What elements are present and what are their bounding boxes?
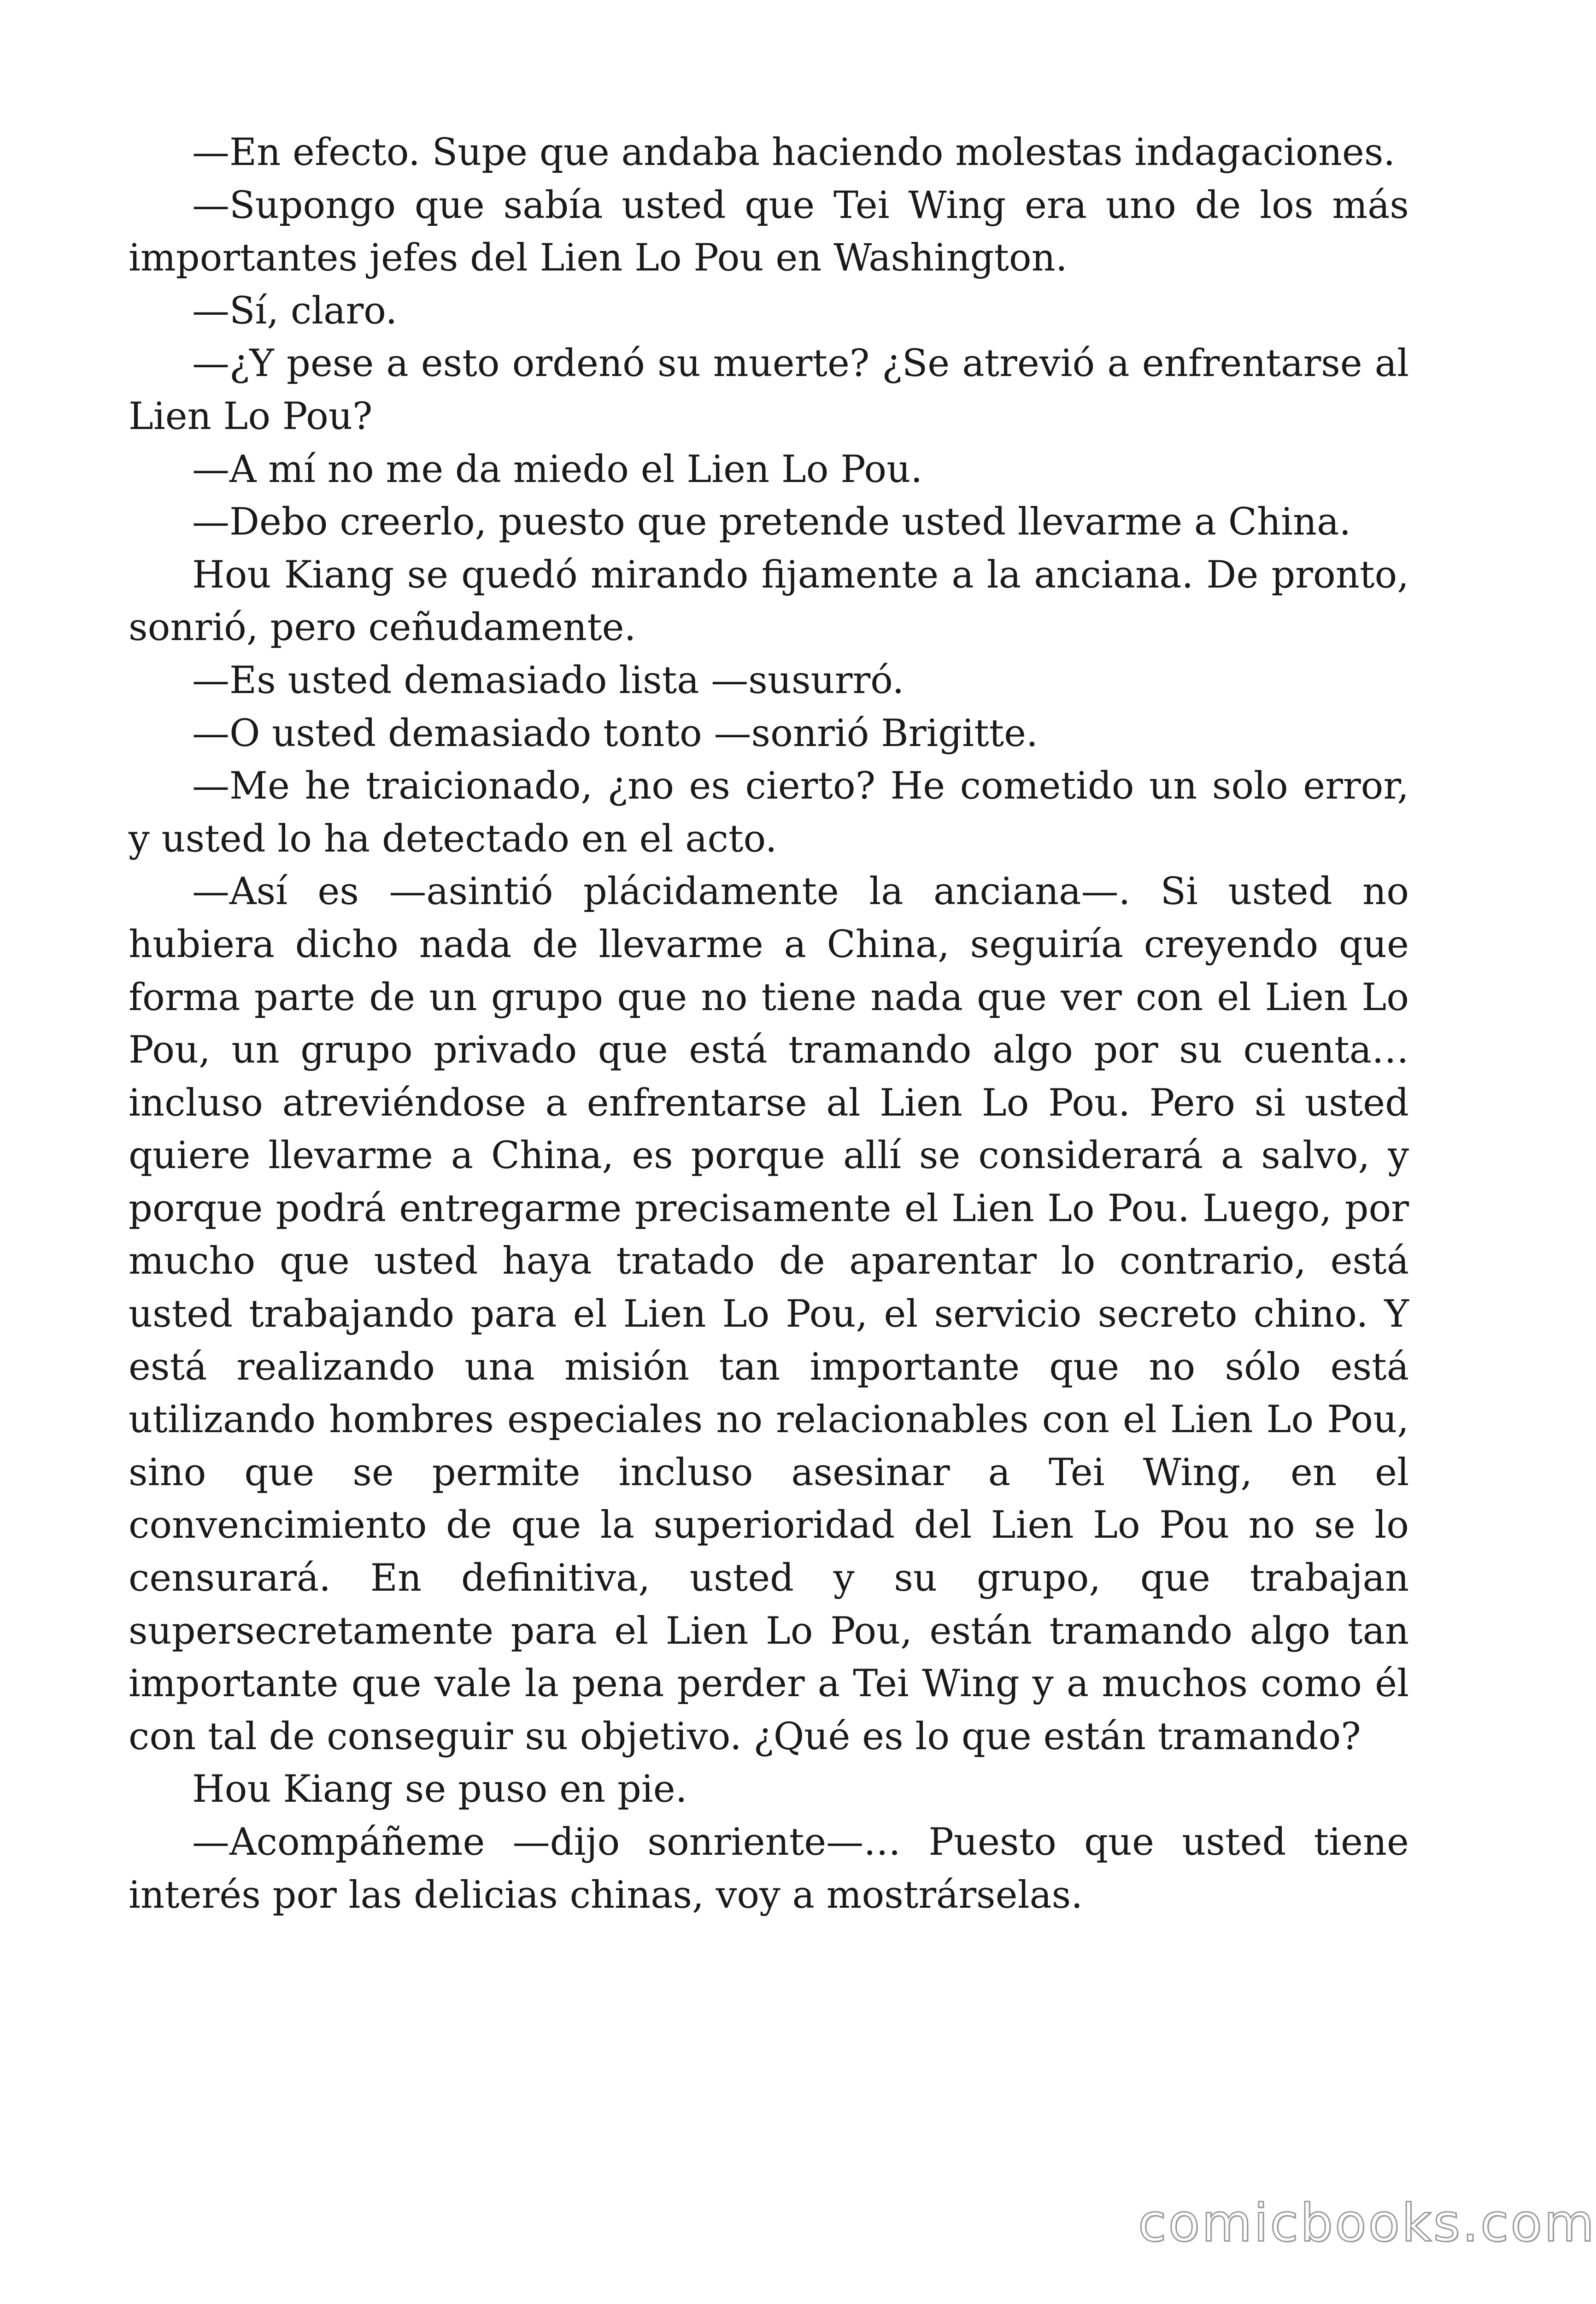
paragraph-4: —¿Y pese a esto ordenó su muerte? ¿Se atrevió a enfrentarse al Lien Lo Pou? [129,342,1409,438]
paragraph-13: —Acompáñeme —dijo sonriente—… Puesto que usted tiene interés por las delicias chinas, voy a mostrárselas. [129,1821,1409,1917]
paragraph-8: —Es usted demasiado lista —susurró. [192,658,904,702]
paragraph-11: —Así es —asintió plácidamente la anciana—. Si usted no hubiera dicho nada de llevarme a China, seguiría creyendo que forma parte de un grupo que no tiene nada que ver con el Lien Lo Pou, un grupo privado que está tramando algo por su cuenta… incluso atreviéndose a enfrentarse al Lien Lo Pou. Pero si usted quiere llevarme a China, es porque allí se considerará a salvo, y porque podrá entregarme precisamente el Lien Lo Pou. Luego, por mucho que usted haya tratado de aparentar lo contrario, está usted trabajando para el Lien Lo Pou, el servicio secreto chino. Y está realizando una misión tan importante que no sólo está utilizando hombres especiales no relacionables con el Lien Lo Pou, sino que se permite incluso asesinar a Tei Wing, en el convencimiento de que la superioridad del Lien Lo Pou no se lo censurará. En definitiva, usted y su grupo, que trabajan supersecretamente para el Lien Lo Pou, están tramando algo tan importante que vale la pena perder a Tei Wing y a muchos como él con tal de conseguir su objetivo. ¿Qué es lo que están tramando? [129,870,1409,1758]
book-page-text [129,126,1409,1922]
paragraph-5: —A mí no me da miedo el Lien Lo Pou. [192,447,923,491]
paragraph-9: —O usted demasiado tonto —sonrió Brigitte. [192,711,1038,755]
paragraph-3: —Sí, claro. [192,289,398,333]
paragraph-12: Hou Kiang se puso en pie. [192,1768,687,1811]
paragraph-6: —Debo creerlo, puesto que pretende usted llevarme a China. [192,500,1351,544]
watermark: comicbooks.com [1138,2193,1596,2253]
paragraph-10: —Me he traicionado, ¿no es cierto? He cometido un solo error, y usted lo ha detectado en el acto. [129,764,1409,861]
paragraph-2: —Supongo que sabía usted que Tei Wing era uno de los más importantes jefes del Lien Lo Pou en Washington. [129,183,1409,280]
paragraph-7: Hou Kiang se quedó mirando fijamente a la anciana. De pronto, sonrió, pero ceñudamente. [129,553,1409,650]
paragraph-1: —En efecto. Supe que andaba haciendo molestas indagaciones. [192,131,1396,174]
